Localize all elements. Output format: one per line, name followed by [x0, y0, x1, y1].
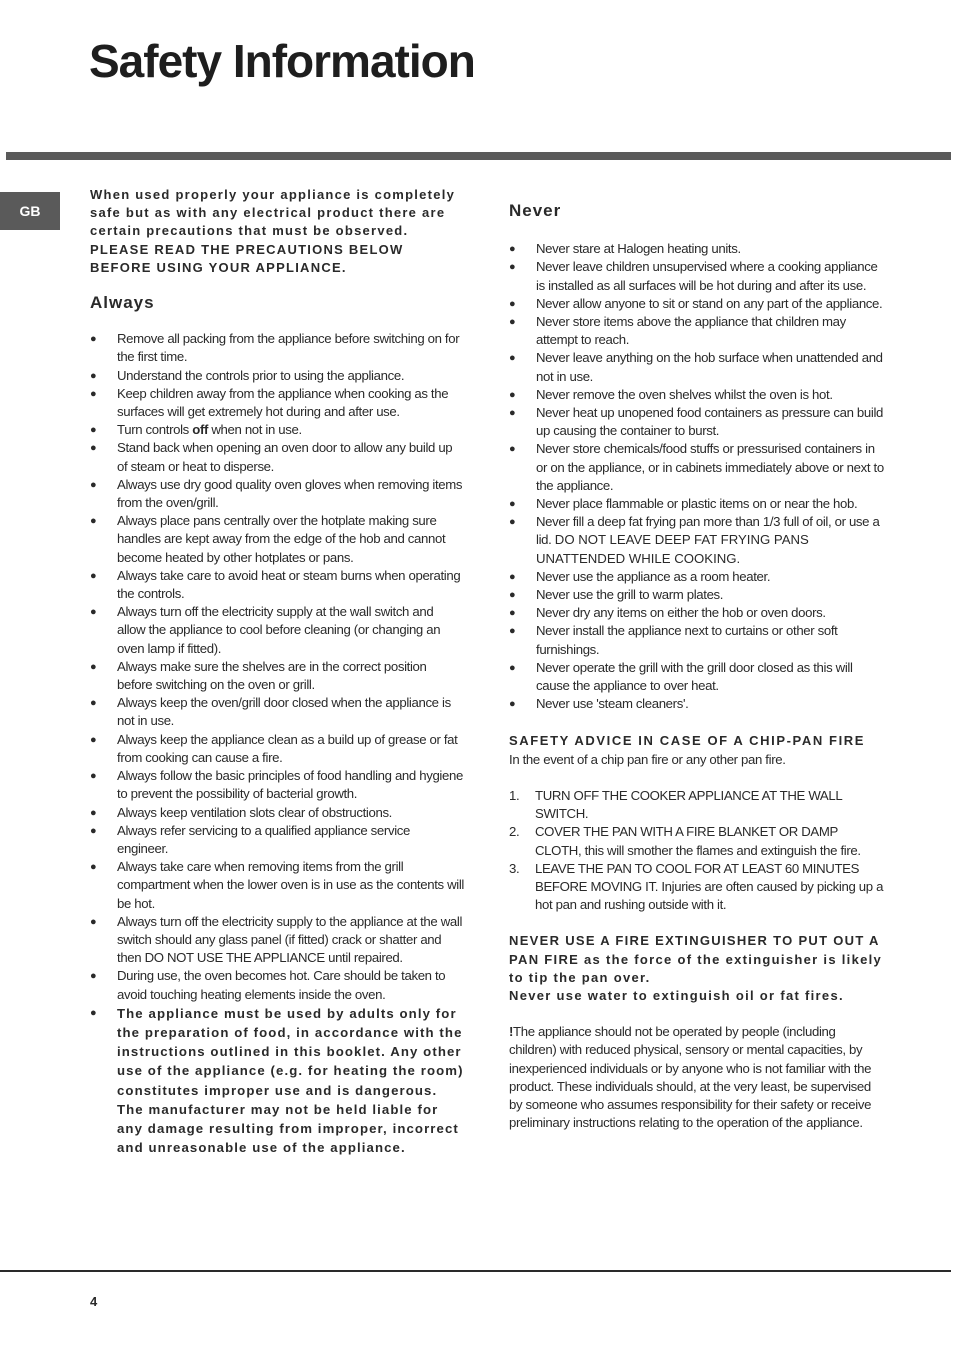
list-item: ● Never heat up unopened food containers as pressure can build up causing the container to burst.	[509, 405, 884, 439]
list-item: ● Never stare at Halogen heating units.	[509, 241, 741, 257]
list-item: ● Remove all packing from the appliance before switching on for the first time.	[90, 331, 460, 365]
list-item: ● Always use dry good quality oven gloves when removing items from the oven/grill.	[90, 476, 463, 511]
language-tab: GB	[0, 192, 60, 230]
list-item: ● Always turn off the electricity supply at the wall switch and allow the appliance to cool before cleaning (or changing an oven lamp if fitted).	[90, 604, 441, 656]
page-title: Safety Information	[89, 35, 475, 87]
list-item: ● Never remove the oven shelves whilst the oven is hot.	[509, 386, 833, 402]
list-item: ● During use, the oven becomes hot. Care should be taken to avoid touching heating elements inside the oven.	[90, 968, 446, 1002]
water-warning: Never use water to extinguish oil or fat fires.	[509, 987, 844, 1003]
off-label: off	[192, 422, 209, 438]
list-item: ● Never operate the grill with the grill door closed as this will cause the appliance to over heat.	[509, 659, 853, 694]
list-item-warning: ● The appliance must be used by adults only for the preparation of food, in accordance with the instructions outlined in this booklet. Any other use of the appliance (e.g. for heating the room) constitutes improper use and is dangerous. The manufacturer may not be held liable for any damage resulting from improper, incorrect and unreasonable use of the appliance.	[90, 1005, 464, 1156]
list-item: ● Never leave anything on the hob surface when unattended and not in use.	[509, 350, 883, 384]
chip-pan-heading: SAFETY ADVICE IN CASE OF A CHIP-PAN FIRE	[509, 733, 866, 749]
list-item: ● Turn controls off when not in use.	[90, 422, 302, 438]
list-item: ● Never fill a deep fat frying pan more than 1/3 full of oil, or use a lid. DO NOT LEAVE DEEP FAT FRYING PANS UNATTENDED WHILE COOKING.	[509, 514, 880, 566]
chip-pan-intro: In the event of a chip pan fire or any other pan fire.	[509, 751, 786, 767]
list-item: ● Always keep ventilation slots clear of obstructions.	[90, 804, 392, 820]
list-item: ● Stand back when opening an oven door to allow any build up of steam or heat to disperse.	[90, 440, 453, 474]
intro-text: When used properly your appliance is completely safe but as with any electrical product there are certain precautions that must be observed. PLEASE READ THE PRECAUTIONS BELOW BEFORE USING YOUR APPLIANCE.	[90, 187, 456, 275]
chip-pan-steps	[509, 787, 885, 914]
frying-warning: DO NOT LEAVE DEEP FAT FRYING PANS UNATTENDED WHILE COOKING.	[536, 532, 809, 566]
list-item: ● Always take care when removing items from the grill compartment when the lower oven is in use as the contents will be hot.	[90, 859, 465, 911]
extinguisher-warning: NEVER USE A FIRE EXTINGUISHER TO PUT OUT A PAN FIRE as the force of the extinguisher is likely to tip the pan over.	[509, 933, 883, 985]
list-item: ● Always follow the basic principles of food handling and hygiene to prevent the possibility of bacterial growth.	[90, 768, 463, 802]
list-item: ● Never place flammable or plastic items on or near the hob.	[509, 496, 858, 512]
step-item: 3. LEAVE THE PAN TO COOL FOR AT LEAST 60 MINUTES BEFORE MOVING IT. Injuries are often caused by picking up a hot pan and rushing outside with it.	[509, 860, 884, 913]
right-column	[509, 186, 885, 1132]
list-item: ● Always make sure the shelves are in the correct position before switching on the oven or grill.	[90, 658, 427, 693]
list-item: ● Never dry any items on either the hob or oven doors.	[509, 605, 826, 621]
list-item: ● Always turn off the electricity supply to the appliance at the wall switch should any glass panel (if fitted) crack or shatter and then DO NOT USE THE APPLIANCE until repaired.	[90, 913, 463, 966]
list-item: ● Never use 'steam cleaners'.	[509, 696, 689, 712]
notice-paragraph: !The appliance should not be operated by people (including children) with reduced physical, sensory or mental capacities, by inexperienced individuals or by anyone who is not familiar with the product. These individuals should, at the very least, be supervised by someone who assumes responsibility for their safety or receive preliminary instructions relating to the operation of the appliance.	[509, 1024, 872, 1131]
step-item: 2. COVER THE PAN WITH A FIRE BLANKET OR DAMP CLOTH, this will smother the flames and extinguish the fire.	[509, 824, 861, 858]
list-item: ● Understand the controls prior to using the appliance.	[90, 367, 405, 383]
always-list	[90, 330, 464, 1157]
step-item: 1. TURN OFF THE COOKER APPLIANCE AT THE WALL SWITCH.	[509, 787, 842, 822]
list-item: ● Always keep the appliance clean as a build up of grease or fat from cooking can cause a fire.	[90, 731, 458, 765]
never-heading: Never	[509, 201, 562, 220]
list-item: ● Always take care to avoid heat or steam burns when operating the controls.	[90, 567, 461, 602]
list-item: ● Never install the appliance next to curtains or other soft furnishings.	[509, 623, 838, 657]
footer-divider	[0, 1270, 951, 1272]
left-column	[90, 186, 464, 1157]
list-item: ● Never allow anyone to sit or stand on any part of the appliance.	[509, 295, 883, 311]
list-item: ● Keep children away from the appliance when cooking as the surfaces will get extremely hot during and after use.	[90, 385, 449, 420]
list-item: ● Always keep the oven/grill door closed when the appliance is not in use.	[90, 695, 451, 729]
list-item: ● Never store items above the appliance that children may attempt to reach.	[509, 314, 846, 348]
header-divider	[6, 152, 951, 160]
list-item: ● Always refer servicing to a qualified appliance service engineer.	[90, 822, 411, 856]
warning-mark-icon: !	[509, 1024, 514, 1040]
list-item: ● Never use the appliance as a room heater.	[509, 568, 771, 584]
list-item: ● Always place pans centrally over the hotplate making sure handles are kept away from the edge of the hob and cannot become heated by other hotplates or pans.	[90, 513, 446, 565]
page-number: 4	[90, 1294, 98, 1309]
list-item: ● Never store chemicals/food stuffs or pressurised containers in or on the appliance, or in cabinets immediately above or next to the appliance.	[509, 441, 884, 493]
never-list	[509, 240, 885, 713]
list-item: ● Never leave children unsupervised where a cooking appliance is installed as all surfaces will be hot during and after its use.	[509, 259, 878, 293]
list-item: ● Never use the grill to warm plates.	[509, 587, 724, 603]
always-heading: Always	[90, 293, 155, 313]
